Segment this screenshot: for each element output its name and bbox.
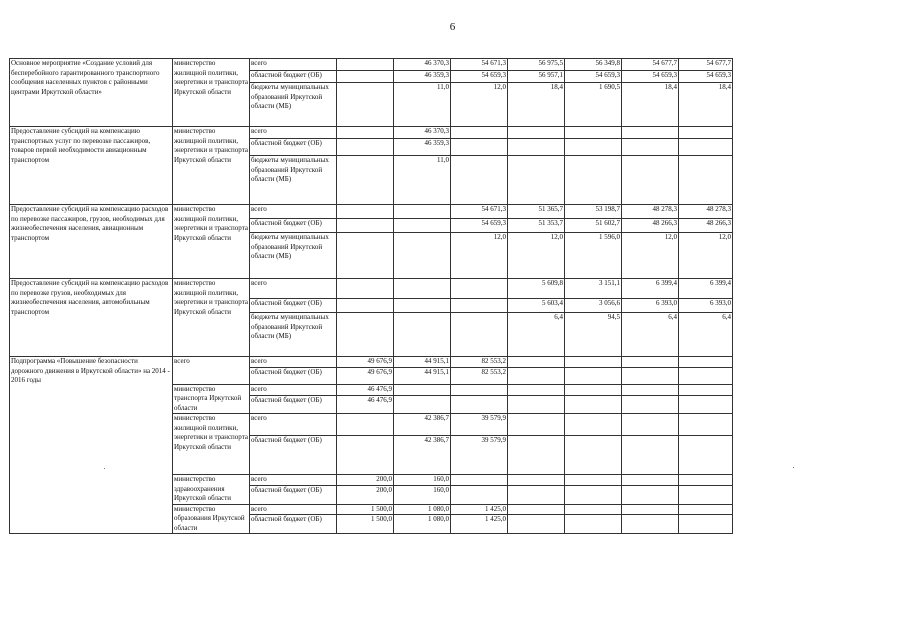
amount-cell: 12,0 xyxy=(622,233,679,279)
amount-cell xyxy=(451,279,508,299)
amount-cell xyxy=(337,313,394,357)
amount-cell xyxy=(451,384,508,395)
amount-cell: 49 676,9 xyxy=(337,367,394,384)
table-row xyxy=(10,59,733,71)
amount-cell xyxy=(679,485,733,504)
amount-cell xyxy=(337,127,394,139)
amount-cell: 1 425,0 xyxy=(451,515,508,534)
amount-cell: 1 690,5 xyxy=(565,83,622,127)
scan-speck xyxy=(104,468,105,469)
funding-source-label: областной бюджет (ОБ) xyxy=(250,436,337,475)
amount-cell xyxy=(337,71,394,83)
amount-cell xyxy=(451,139,508,156)
amount-cell: 11,0 xyxy=(394,156,451,205)
amount-cell xyxy=(679,504,733,515)
amount-cell xyxy=(337,83,394,127)
amount-cell: 1 080,0 xyxy=(394,515,451,534)
amount-cell: 160,0 xyxy=(394,485,451,504)
amount-cell xyxy=(337,414,394,436)
amount-cell: 1 500,0 xyxy=(337,515,394,534)
funding-source-label: бюджеты муниципальных образований Иркутской области (МБ) xyxy=(250,83,337,127)
amount-cell: 46 370,3 xyxy=(394,127,451,139)
amount-cell xyxy=(337,156,394,205)
responsible-executor: министерство образования Иркутской области xyxy=(173,504,250,534)
amount-cell: 54 659,3 xyxy=(679,71,733,83)
amount-cell xyxy=(451,395,508,413)
page-number: 6 xyxy=(449,21,456,33)
amount-cell xyxy=(622,156,679,205)
responsible-executor: всего xyxy=(173,357,250,385)
amount-cell: 5 603,4 xyxy=(508,299,565,313)
amount-cell xyxy=(394,299,451,313)
amount-cell: 46 359,3 xyxy=(394,139,451,156)
amount-cell xyxy=(337,299,394,313)
amount-cell: 12,0 xyxy=(679,233,733,279)
amount-cell xyxy=(394,313,451,357)
amount-cell xyxy=(337,233,394,279)
amount-cell xyxy=(508,515,565,534)
funding-source-label: бюджеты муниципальных образований Иркутской области (МБ) xyxy=(250,313,337,357)
amount-cell xyxy=(337,279,394,299)
amount-cell: 160,0 xyxy=(394,475,451,486)
amount-cell xyxy=(337,219,394,233)
amount-cell xyxy=(394,395,451,413)
funding-source-label: областной бюджет (ОБ) xyxy=(250,367,337,384)
amount-cell: 6,4 xyxy=(622,313,679,357)
funding-source-label: всего xyxy=(250,475,337,486)
amount-cell xyxy=(565,384,622,395)
amount-cell: 6 393,0 xyxy=(679,299,733,313)
responsible-executor: министерство жилищной политики, энергетики и транспорта Иркутской области xyxy=(173,414,250,475)
amount-cell: 18,4 xyxy=(622,83,679,127)
amount-cell: 44 915,1 xyxy=(394,367,451,384)
measure-description: Основное мероприятие «Создание условий для бесперебойного гарантированного транспортного сообщения населенных пунктов с районными центрами Иркутской области» xyxy=(10,59,173,127)
amount-cell xyxy=(679,414,733,436)
amount-cell xyxy=(679,139,733,156)
amount-cell xyxy=(565,436,622,475)
amount-cell xyxy=(451,156,508,205)
funding-source-label: областной бюджет (ОБ) xyxy=(250,395,337,413)
amount-cell xyxy=(337,59,394,71)
amount-cell xyxy=(337,205,394,219)
amount-cell xyxy=(508,504,565,515)
amount-cell: 6,4 xyxy=(679,313,733,357)
amount-cell: 49 676,9 xyxy=(337,357,394,368)
amount-cell xyxy=(508,156,565,205)
amount-cell: 46 370,3 xyxy=(394,59,451,71)
funding-source-label: областной бюджет (ОБ) xyxy=(250,139,337,156)
amount-cell xyxy=(565,475,622,486)
amount-cell: 54 659,3 xyxy=(451,71,508,83)
responsible-executor: министерство жилищной политики, энергетики и транспорта Иркутской области xyxy=(173,205,250,279)
amount-cell: 42 386,7 xyxy=(394,436,451,475)
amount-cell xyxy=(622,395,679,413)
amount-cell xyxy=(394,205,451,219)
responsible-executor: министерство жилищной политики, энергетики и транспорта Иркутской области xyxy=(173,127,250,205)
amount-cell xyxy=(622,384,679,395)
amount-cell: 54 677,7 xyxy=(622,59,679,71)
measure-description: Предоставление субсидий на компенсацию расходов по перевозке грузов, необходимых для жизнеобеспечения населения, автомобильным транспортом xyxy=(10,279,173,357)
scan-speck xyxy=(793,467,794,468)
amount-cell: 42 386,7 xyxy=(394,414,451,436)
amount-cell: 11,0 xyxy=(394,83,451,127)
amount-cell: 54 671,3 xyxy=(451,205,508,219)
amount-cell xyxy=(565,504,622,515)
responsible-executor: министерство жилищной политики, энергетики и транспорта Иркутской области xyxy=(173,59,250,127)
amount-cell: 18,4 xyxy=(508,83,565,127)
amount-cell xyxy=(451,313,508,357)
amount-cell: 53 198,7 xyxy=(565,205,622,219)
amount-cell: 56 957,1 xyxy=(508,71,565,83)
amount-cell xyxy=(337,436,394,475)
amount-cell xyxy=(565,395,622,413)
funding-source-label: всего xyxy=(250,127,337,139)
funding-source-label: областной бюджет (ОБ) xyxy=(250,299,337,313)
responsible-executor: министерство жилищной политики, энергетики и транспорта Иркутской области xyxy=(173,279,250,357)
funding-source-label: бюджеты муниципальных образований Иркутской области (МБ) xyxy=(250,233,337,279)
amount-cell xyxy=(622,485,679,504)
amount-cell: 82 553,2 xyxy=(451,367,508,384)
amount-cell xyxy=(394,384,451,395)
amount-cell xyxy=(622,504,679,515)
amount-cell xyxy=(508,384,565,395)
amount-cell xyxy=(622,127,679,139)
amount-cell: 18,4 xyxy=(679,83,733,127)
amount-cell xyxy=(508,395,565,413)
amount-cell: 12,0 xyxy=(508,233,565,279)
amount-cell: 200,0 xyxy=(337,475,394,486)
amount-cell xyxy=(394,219,451,233)
amount-cell xyxy=(565,414,622,436)
amount-cell xyxy=(451,299,508,313)
amount-cell: 1 500,0 xyxy=(337,504,394,515)
amount-cell: 54 659,3 xyxy=(451,219,508,233)
amount-cell xyxy=(508,414,565,436)
funding-source-label: областной бюджет (ОБ) xyxy=(250,485,337,504)
amount-cell: 46 476,9 xyxy=(337,395,394,413)
table-row xyxy=(10,279,733,299)
amount-cell: 48 278,3 xyxy=(622,205,679,219)
amount-cell xyxy=(565,357,622,368)
amount-cell: 3 151,1 xyxy=(565,279,622,299)
amount-cell: 6 399,4 xyxy=(622,279,679,299)
funding-source-label: областной бюджет (ОБ) xyxy=(250,71,337,83)
amount-cell xyxy=(565,485,622,504)
funding-source-label: областной бюджет (ОБ) xyxy=(250,515,337,534)
amount-cell: 82 553,2 xyxy=(451,357,508,368)
amount-cell xyxy=(679,515,733,534)
amount-cell xyxy=(508,475,565,486)
amount-cell xyxy=(565,515,622,534)
responsible-executor: министерство здравоохранения Иркутской области xyxy=(173,475,250,505)
amount-cell: 6,4 xyxy=(508,313,565,357)
amount-cell: 54 659,3 xyxy=(565,71,622,83)
amount-cell xyxy=(622,139,679,156)
amount-cell xyxy=(394,279,451,299)
amount-cell: 39 579,9 xyxy=(451,436,508,475)
amount-cell xyxy=(394,233,451,279)
amount-cell: 48 266,3 xyxy=(679,219,733,233)
amount-cell xyxy=(337,139,394,156)
budget-table xyxy=(9,58,733,534)
funding-source-label: всего xyxy=(250,205,337,219)
amount-cell xyxy=(679,475,733,486)
amount-cell: 54 671,3 xyxy=(451,59,508,71)
amount-cell xyxy=(622,367,679,384)
amount-cell xyxy=(451,475,508,486)
amount-cell: 46 476,9 xyxy=(337,384,394,395)
amount-cell xyxy=(565,156,622,205)
amount-cell: 3 056,6 xyxy=(565,299,622,313)
amount-cell: 56 349,8 xyxy=(565,59,622,71)
amount-cell xyxy=(679,395,733,413)
amount-cell xyxy=(451,127,508,139)
funding-source-label: всего xyxy=(250,59,337,71)
amount-cell: 51 353,7 xyxy=(508,219,565,233)
funding-source-label: всего xyxy=(250,357,337,368)
amount-cell: 200,0 xyxy=(337,485,394,504)
amount-cell xyxy=(508,485,565,504)
amount-cell: 51 365,7 xyxy=(508,205,565,219)
amount-cell: 48 278,3 xyxy=(679,205,733,219)
funding-source-label: всего xyxy=(250,504,337,515)
measure-description: Предоставление субсидий на компенсацию транспортных услуг по перевозке пассажиров, товаров первой необходимости авиационным транспортом xyxy=(10,127,173,205)
amount-cell: 54 677,7 xyxy=(679,59,733,71)
amount-cell xyxy=(565,127,622,139)
amount-cell: 39 579,9 xyxy=(451,414,508,436)
amount-cell xyxy=(679,367,733,384)
amount-cell xyxy=(565,139,622,156)
amount-cell: 51 602,7 xyxy=(565,219,622,233)
table-row xyxy=(10,127,733,139)
amount-cell xyxy=(622,357,679,368)
funding-source-label: бюджеты муниципальных образований Иркутской области (МБ) xyxy=(250,156,337,205)
amount-cell: 5 609,8 xyxy=(508,279,565,299)
measure-description: Предоставление субсидий на компенсацию расходов по перевозке пассажиров, грузов, необходимых для жизнеобеспечения населения, авиационным транспортом xyxy=(10,205,173,279)
amount-cell xyxy=(622,436,679,475)
amount-cell xyxy=(508,139,565,156)
amount-cell: 6 393,0 xyxy=(622,299,679,313)
amount-cell: 46 359,3 xyxy=(394,71,451,83)
amount-cell xyxy=(679,357,733,368)
responsible-executor: министерство транспорта Иркутской области xyxy=(173,384,250,414)
amount-cell: 12,0 xyxy=(451,83,508,127)
amount-cell: 44 915,1 xyxy=(394,357,451,368)
amount-cell xyxy=(679,127,733,139)
amount-cell: 94,5 xyxy=(565,313,622,357)
amount-cell xyxy=(679,384,733,395)
funding-source-label: областной бюджет (ОБ) xyxy=(250,219,337,233)
amount-cell: 56 975,5 xyxy=(508,59,565,71)
amount-cell xyxy=(508,367,565,384)
subprogram-description: Подпрограмма «Повышение безопасности дорожного движения в Иркутской области» на 2014 - 2016 годы xyxy=(10,357,173,534)
amount-cell xyxy=(622,475,679,486)
amount-cell: 48 266,3 xyxy=(622,219,679,233)
amount-cell: 1 425,0 xyxy=(451,504,508,515)
amount-cell xyxy=(622,515,679,534)
amount-cell xyxy=(679,156,733,205)
funding-source-label: всего xyxy=(250,384,337,395)
amount-cell xyxy=(679,436,733,475)
amount-cell: 12,0 xyxy=(451,233,508,279)
amount-cell: 6 399,4 xyxy=(679,279,733,299)
amount-cell: 54 659,3 xyxy=(622,71,679,83)
amount-cell xyxy=(565,367,622,384)
amount-cell xyxy=(451,485,508,504)
amount-cell xyxy=(508,436,565,475)
amount-cell xyxy=(508,357,565,368)
amount-cell: 1 596,0 xyxy=(565,233,622,279)
amount-cell: 1 080,0 xyxy=(394,504,451,515)
funding-source-label: всего xyxy=(250,414,337,436)
amount-cell xyxy=(508,127,565,139)
amount-cell xyxy=(622,414,679,436)
table-row xyxy=(10,357,733,368)
table-row xyxy=(10,205,733,219)
funding-source-label: всего xyxy=(250,279,337,299)
